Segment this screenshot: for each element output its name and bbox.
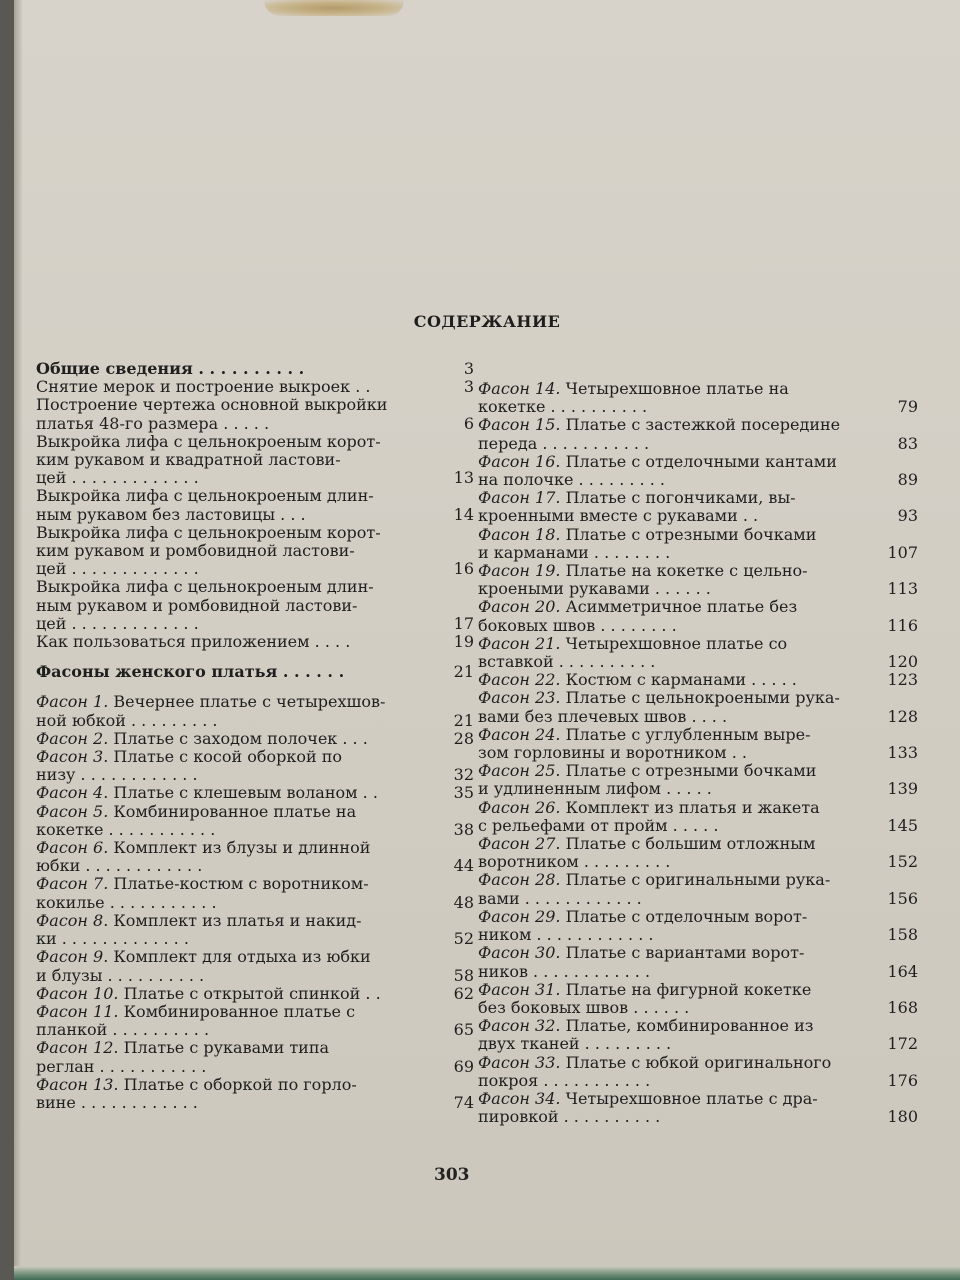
toc-entry-text [36, 378, 432, 396]
toc-entry [478, 689, 918, 725]
toc-entry-page: 65 [453, 1020, 474, 1040]
toc-entry-page: 21 [453, 710, 474, 730]
toc-entry [36, 912, 474, 948]
toc-entry-label: Фасон 33. [478, 1052, 561, 1072]
toc-entry-text [478, 944, 876, 980]
toc-entry [36, 748, 474, 784]
toc-entry-text [36, 839, 432, 875]
toc-entry-title: Четырехшовное платье с дра- пировкой . . . . . . . . . . [478, 1088, 818, 1127]
toc-entry-text [478, 635, 876, 671]
toc-entry-text [36, 524, 432, 579]
toc-entry-text [478, 671, 876, 689]
contents-title: СОДЕРЖАНИЕ [413, 312, 561, 331]
toc-entry-text [36, 693, 432, 729]
toc-entry-text [36, 748, 432, 784]
toc-entry [478, 635, 918, 671]
toc-entry [36, 433, 474, 488]
toc-entry-label: Фасон 24. [478, 724, 561, 744]
toc-entry-page: 13 [453, 468, 474, 488]
toc-entry [478, 1017, 918, 1053]
toc-entry-page: 89 [897, 470, 918, 490]
toc-entry-label: Фасон 18. [478, 524, 561, 544]
toc-entry-label: Фасон 12. [36, 1038, 119, 1058]
toc-entry-label: Фасон 32. [478, 1016, 561, 1036]
toc-entry [36, 378, 474, 396]
toc-entry-page: 69 [453, 1056, 474, 1076]
toc-entry [478, 416, 918, 452]
toc-entry [478, 944, 918, 980]
toc-entry [36, 578, 474, 633]
toc-section-heading [36, 360, 474, 378]
toc-entry-text [36, 1003, 432, 1039]
toc-entry-page: 180 [887, 1107, 918, 1127]
toc-entry-title: Четырехшовное платье на кокетке . . . . . . . . . . [478, 379, 789, 417]
toc-entry-label: Фасон 23. [478, 688, 561, 708]
toc-entry-text [36, 730, 432, 748]
toc-entry [36, 784, 474, 802]
toc-entry-page: 176 [887, 1070, 918, 1090]
toc-entry [478, 562, 918, 598]
toc-entry-page: 17 [453, 613, 474, 633]
toc-entry [478, 835, 918, 871]
toc-entry-label: Фасон 8. [36, 910, 109, 930]
toc-entry-title: Комплект из платья и накид- ки . . . . . . . . . . . . . [36, 910, 362, 949]
toc-entry-page: 116 [887, 615, 918, 635]
toc-entry-text [36, 1076, 432, 1112]
toc-entry-text [478, 1017, 876, 1053]
toc-entry [478, 799, 918, 835]
toc-entry-page: 35 [453, 783, 474, 803]
toc-entry [36, 730, 474, 748]
toc-entry-page: 113 [887, 579, 918, 599]
toc-entry-page: 168 [887, 997, 918, 1017]
toc-entry [36, 524, 474, 579]
toc-entry-title: Платье с отделочными кантами на полочке . . . . . . . . . [478, 451, 837, 490]
toc-entry-page: 74 [453, 1092, 474, 1112]
toc-entry-page: 58 [453, 965, 474, 985]
toc-entry-label: Фасон 11. [36, 1001, 119, 1021]
toc-entry-label: Фасон 10. [36, 983, 119, 1003]
toc-entry [36, 1039, 474, 1075]
toc-entry-page: 172 [887, 1034, 918, 1054]
toc-entry-page: 156 [887, 888, 918, 908]
toc-entry-page: 145 [887, 815, 918, 835]
toc-entry-text [478, 981, 876, 1017]
toc-entry-page: 83 [897, 433, 918, 453]
toc-entry-text [478, 1054, 876, 1090]
toc-entry-title: Платье с большим отложным воротником . . . . . . . . . [478, 834, 816, 872]
toc-entry-label: Фасон 9. [36, 947, 109, 967]
toc-entry-label: Фасон 30. [478, 943, 561, 963]
toc-entry [478, 726, 918, 762]
toc-entry-page: 62 [453, 983, 474, 1003]
toc-entry-title: Платье с отрезными бочками и карманами . . . . . . . . [478, 524, 817, 562]
toc-entry-text [478, 908, 876, 944]
toc-entry-page: 3 [463, 377, 474, 397]
toc-entry-text [36, 578, 432, 633]
toc-entry-page: 38 [453, 819, 474, 839]
toc-entry-page: 79 [897, 397, 918, 417]
toc-entry-title: Платье с погончиками, вы- кроенными вместе с рукавами . . [478, 488, 796, 526]
toc-entry-text [478, 762, 876, 798]
toc-entry-page: 93 [897, 506, 918, 526]
toc-entry [478, 1054, 918, 1090]
toc-entry-text [36, 663, 432, 681]
toc-entry-page: 107 [887, 542, 918, 562]
toc-entry-title: Общие сведения . . . . . . . . . . [36, 359, 305, 378]
toc-entry [36, 633, 474, 651]
toc-entry [478, 380, 918, 416]
toc-entry-title: Выкройка лифа с цельнокроеным корот- ким рукавом и ромбовидной ластови- цей . . . . . . . . . . . . . [36, 522, 381, 579]
toc-entry-label: Фасон 26. [478, 797, 561, 817]
toc-entry-page: 32 [453, 765, 474, 785]
toc-entry-text [478, 416, 876, 452]
toc-entry-title: Комбинированное платье на кокетке . . . . . . . . . . . [36, 801, 357, 839]
toc-entry-page: 48 [453, 892, 474, 912]
toc-entry [478, 871, 918, 907]
toc-entry-label: Фасон 34. [478, 1088, 561, 1108]
toc-entry [478, 981, 918, 1017]
toc-entry-text [478, 489, 876, 525]
toc-entry-page: 120 [887, 652, 918, 672]
toc-entry-page: 164 [887, 961, 918, 981]
toc-entry-label: Фасон 7. [36, 874, 109, 894]
toc-entry-text [36, 875, 432, 911]
toc-entry-page: 128 [887, 706, 918, 726]
toc-entry [36, 487, 474, 523]
page-number: 303 [434, 1165, 470, 1185]
toc-entry-text [36, 633, 432, 651]
toc-entry-label: Фасон 28. [478, 870, 561, 890]
toc-entry-text [478, 799, 876, 835]
toc-entry-title: Комплект из блузы и длинной юбки . . . . . . . . . . . . [36, 838, 371, 876]
toc-entry-title: Платье с оборкой по горло- вине . . . . . . . . . . . . [36, 1074, 357, 1112]
toc-entry-title: Фасоны женского платья . . . . . . [36, 662, 345, 682]
toc-entry-text [36, 912, 432, 948]
toc-entry [36, 1003, 474, 1039]
toc-entry-title: Снятие мерок и построение выкроек . . [36, 377, 371, 397]
toc-entry-text [36, 433, 432, 488]
toc-entry-title: Платье с отрезными бочками и удлиненным лифом . . . . . [478, 761, 817, 799]
toc-entry-text [36, 487, 432, 523]
toc-entry [478, 489, 918, 525]
toc-entry [478, 762, 918, 798]
toc-entry-title: Костюм с карманами . . . . . [560, 670, 797, 690]
toc-entry-label: Фасон 17. [478, 488, 561, 508]
toc-entry [478, 453, 918, 489]
toc-entry-label: Фасон 20. [478, 597, 561, 617]
contents-left-column [36, 360, 474, 1112]
toc-entry-text [36, 985, 432, 1003]
toc-entry-title: Платье с углубленным выре- зом горловины и воротником . . [478, 724, 811, 763]
toc-entry-page: 28 [453, 728, 474, 748]
toc-entry-title: Платье с заходом полочек . . . [108, 728, 368, 748]
toc-entry [36, 693, 474, 729]
toc-entry [478, 598, 918, 634]
toc-entry-text [36, 360, 432, 378]
toc-entry-title: Выкройка лифа с цельнокроеным длин- ным рукавом и ромбовидной ластови- цей . . . . . . . . . . . . . [36, 577, 374, 633]
toc-entry-label: Фасон 19. [478, 561, 561, 581]
toc-entry-text [36, 948, 432, 984]
toc-entry-label: Фасон 31. [478, 979, 561, 999]
stain-mark [264, 0, 404, 16]
toc-entry-label: Фасон 21. [478, 633, 561, 653]
toc-section-heading [36, 663, 474, 681]
toc-entry-title: Платье на кокетке с цельно- кроеными рукавами . . . . . . [478, 561, 808, 599]
toc-entry-label: Фасон 13. [36, 1074, 119, 1094]
toc-entry-page: 14 [453, 504, 474, 524]
toc-entry-text [478, 562, 876, 598]
toc-entry-title: Платье с открытой спинкой . . [118, 983, 381, 1003]
toc-entry-page: 152 [887, 852, 918, 872]
toc-entry-title: Платье с оригинальными рука- вами . . . . . . . . . . . . [478, 870, 831, 908]
toc-entry-title: Выкройка лифа с цельнокроеным корот- ким рукавом и квадратной ластови- цей . . . . . . . . . . . . . [36, 431, 381, 488]
toc-entry [478, 526, 918, 562]
toc-entry-page: 123 [887, 670, 918, 690]
toc-entry [36, 803, 474, 839]
toc-entry-text [478, 380, 876, 416]
toc-entry-title: Платье с отделочным ворот- ником . . . . . . . . . . . . [478, 906, 808, 945]
toc-entry [36, 948, 474, 984]
toc-entry-label: Фасон 4. [36, 783, 109, 803]
toc-entry-page: 16 [453, 559, 474, 579]
toc-entry-page: 139 [887, 779, 918, 799]
toc-entry-title: Платье с застежкой посередине переда . . . . . . . . . . . [478, 415, 841, 453]
toc-entry-page: 21 [453, 662, 474, 682]
toc-entry-label: Фасон 3. [36, 747, 109, 767]
toc-entry-title: Асимметричное платье без боковых швов . . . . . . . . [478, 597, 798, 635]
toc-entry [36, 396, 474, 432]
toc-entry-title: Четырехшовное платье со вставкой . . . . . . . . . . [478, 633, 788, 672]
toc-entry-text [36, 803, 432, 839]
toc-entry-page: 52 [453, 929, 474, 949]
toc-entry-title: Вечернее платье с четырехшов- ной юбкой . . . . . . . . . [36, 692, 386, 730]
toc-entry-title: Комплект из платья и жакета с рельефами от пройм . . . . . [478, 797, 820, 835]
toc-entry-text [36, 396, 432, 432]
toc-entry-page: 44 [453, 856, 474, 876]
toc-entry-title: Построение чертежа основной выкройки платья 48-го размера . . . . . [36, 395, 388, 433]
toc-entry-label: Фасон 15. [478, 415, 561, 435]
toc-entry [36, 985, 474, 1003]
toc-entry-label: Фасон 22. [478, 670, 561, 690]
book-page [14, 0, 960, 1280]
toc-entry [36, 875, 474, 911]
toc-entry [36, 839, 474, 875]
toc-entry-title: Платье, комбинированное из двух тканей . . . . . . . . . [478, 1016, 814, 1054]
toc-entry-text [36, 1039, 432, 1075]
toc-entry-page: 158 [887, 925, 918, 945]
toc-entry-title: Как пользоваться приложением . . . . [36, 632, 351, 652]
toc-entry-text [478, 689, 876, 725]
toc-entry-text [478, 1090, 876, 1126]
toc-entry-text [478, 453, 876, 489]
toc-entry-label: Фасон 6. [36, 838, 109, 858]
toc-entry-title: Платье-костюм с воротником- кокилье . . . . . . . . . . . [36, 874, 369, 912]
toc-entry-text [478, 598, 876, 634]
toc-entry-page: 19 [453, 632, 474, 652]
toc-entry-page: 6 [463, 413, 474, 433]
toc-entry-page: 133 [887, 743, 918, 763]
toc-entry-title: Платье с клешевым воланом . . [108, 783, 378, 803]
contents-right-column [478, 380, 918, 1126]
toc-entry-label: Фасон 25. [478, 761, 561, 781]
toc-entry [36, 1076, 474, 1112]
toc-entry [478, 908, 918, 944]
toc-entry-title: Платье с юбкой оригинального покроя . . . . . . . . . . . [478, 1052, 832, 1090]
toc-entry-text [36, 784, 432, 802]
toc-entry [478, 671, 918, 689]
toc-entry-label: Фасон 29. [478, 906, 561, 926]
toc-entry-label: Фасон 14. [478, 379, 561, 398]
toc-entry [478, 1090, 918, 1126]
toc-entry-title: Выкройка лифа с цельнокроеным длин- ным рукавом без ластовицы . . . [36, 486, 374, 524]
toc-entry-title: Платье с вариантами ворот- ников . . . . . . . . . . . . [478, 943, 805, 981]
toc-entry-text [478, 526, 876, 562]
toc-entry-label: Фасон 1. [36, 692, 109, 712]
toc-entry-label: Фасон 16. [478, 451, 561, 471]
toc-entry-title: Платье с цельнокроеными рука- вами без плечевых швов . . . . [478, 688, 840, 726]
toc-entry-page: 3 [463, 359, 474, 378]
toc-entry-label: Фасон 5. [36, 801, 109, 821]
toc-entry-label: Фасон 2. [36, 728, 109, 748]
toc-entry-title: Платье с рукавами типа реглан . . . . . . . . . . . [36, 1038, 330, 1076]
toc-entry-text [478, 726, 876, 762]
toc-entry-label: Фасон 27. [478, 834, 561, 854]
toc-entry-title: Платье с косой оборкой по низу . . . . . . . . . . . . [36, 747, 343, 785]
page-edge [14, 0, 22, 1280]
toc-entry-title: Платье на фигурной кокетке без боковых швов . . . . . . [478, 979, 812, 1017]
toc-entry-title: Комбинированное платье с планкой . . . . . . . . . . [36, 1001, 356, 1040]
toc-entry-text [478, 835, 876, 871]
book-cover-edge [14, 1266, 960, 1280]
toc-entry-title: Комплект для отдыха из юбки и блузы . . . . . . . . . . [36, 947, 371, 985]
toc-entry-text [478, 871, 876, 907]
